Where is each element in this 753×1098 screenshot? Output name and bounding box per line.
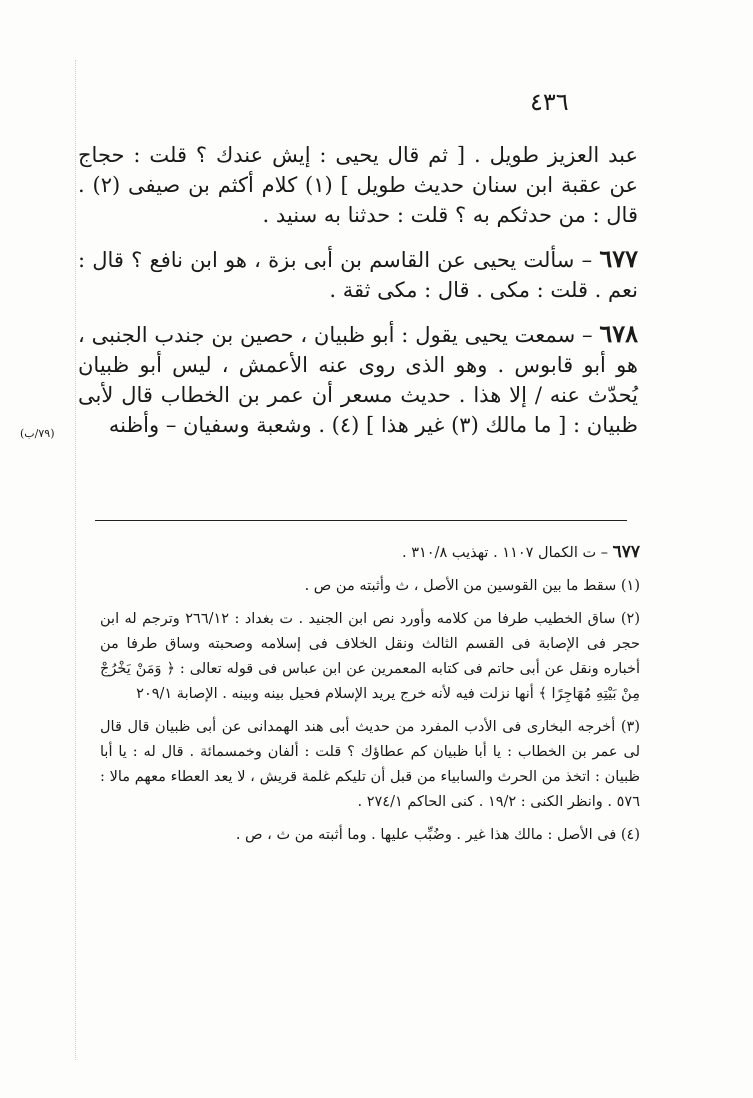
margin-folio-reference: (٧٩/ب) bbox=[20, 427, 55, 440]
footnote-entry-ref bbox=[100, 540, 640, 566]
footnote-2: (٢) ساق الخطيب طرفا من كلامه وأورد نص ابن الجنيد . ت بغداد : ٢٦٦/١٢ وترجم له ابن حجر فى الإصابة فى القسم الثالث ونقل الخلاف فى إسلامه وصحبته وساق طرفا من أخباره ونقل عن أبى حاتم فى كتابه المعمرين عن ابن عباس فى قوله تعالى : ﴿ وَمَنْ يَخْرُجْ مِنْ بَيْتِهِ مُهَاجِرًا ﴾ أنها نزلت فيه لأنه خرج يريد الإسلام فحيل بينه وبينه . الإصابة ٢٠٩/١ bbox=[100, 611, 640, 702]
footnote-4: (٤) فى الأصل : مالك هذا غير . وضُبِّب عليها . وما أثبته من ث ، ص . bbox=[235, 827, 640, 843]
footnote-separator bbox=[95, 520, 627, 521]
paragraph-continuation: عبد العزيز طويل . [ ثم قال يحيى : إيش عندك ؟ قلت : حجاج عن عقبة ابن سنان حديث طويل ] (١) كلام أكثم بن صيفى (٢) . قال : من حدثكم به ؟ قلت : حدثنا به سنيد . bbox=[78, 143, 639, 227]
main-text bbox=[78, 140, 638, 454]
footnote-entry-number: ٦٧٧ bbox=[612, 542, 640, 562]
scan-artifact-line bbox=[75, 60, 76, 1060]
entry-678 bbox=[78, 319, 638, 440]
entry-number: ٦٧٨ bbox=[599, 319, 638, 348]
footnote-3: (٣) أخرجه البخارى فى الأدب المفرد من حديث أبى هند الهمدانى عن أبى ظبيان قال قال لى عمر بن الخطاب : يا أبا ظبيان كم عطاؤك ؟ قلت : ألفان وخمسمائة . قال له : يا أبا ظبيان : اتخذ من الحرث والسابياء من قبل أن تليكم غلمة قريش ، لا يعد العطاء معهم مالا : ٥٧٦ . وانظر الكنى : ١٩/٢ . كنى الحاكم ٢٧٤/١ . bbox=[100, 719, 640, 810]
entry-text: – سمعت يحيى يقول : أبو ظبيان ، حصين بن جندب الجنبى ، هو أبو قابوس . وهو الذى روى عنه الأعمش ، ليس أبو ظبيان يُحدّث عنه / إلا هذا . حديث مسعر أن عمر بن الخطاب قال لأبى ظبيان : [ ما مالك (٣) غير هذا ] (٤) . وشعبة وسفيان – وأظنه bbox=[78, 323, 638, 437]
entry-677 bbox=[78, 244, 638, 305]
footnotes bbox=[100, 540, 640, 856]
page-number: ٤٣٦ bbox=[530, 88, 569, 116]
entry-number: ٦٧٧ bbox=[599, 244, 638, 273]
footnote-entry-text: – ت الكمال ١١٠٧ . تهذيب ٣١٠/٨ . bbox=[401, 545, 608, 561]
entry-text: – سألت يحيى عن القاسم بن أبى بزة ، هو ابن نافع ؟ قال : نعم . قلت : مكى . قال : مكى ثقة . bbox=[78, 248, 638, 302]
footnote-1: (١) سقط ما بين القوسين من الأصل ، ث وأثبته من ص . bbox=[304, 578, 640, 594]
